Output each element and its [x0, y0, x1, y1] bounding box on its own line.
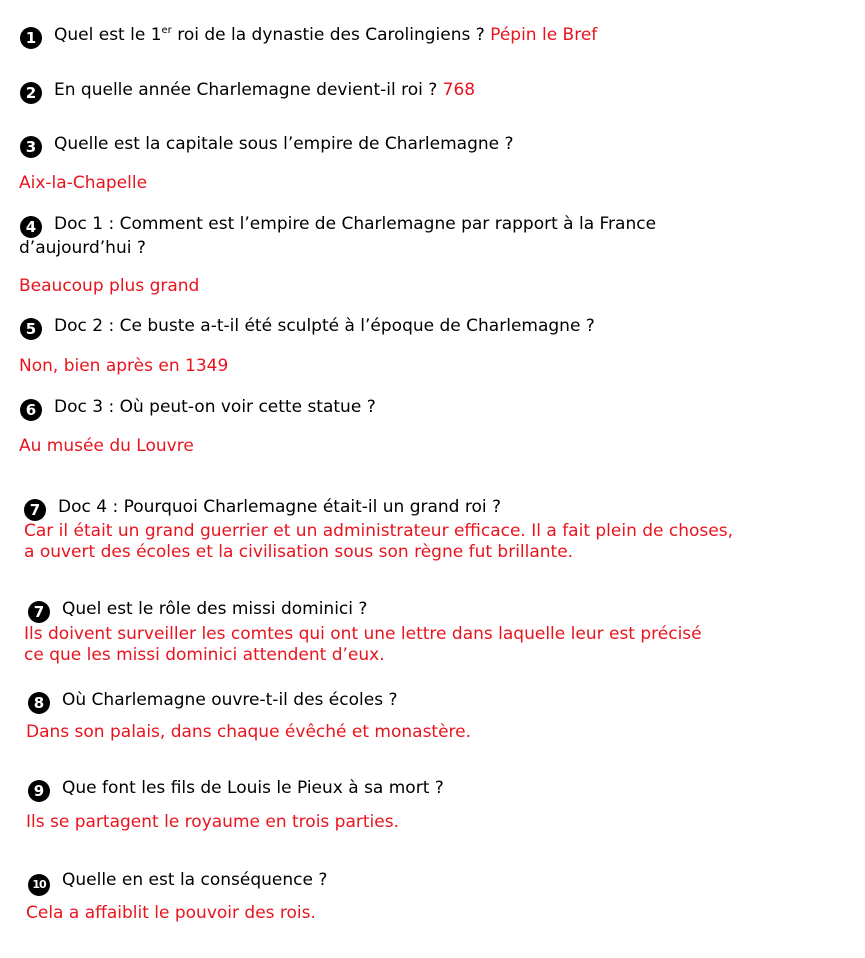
question-4 [20, 213, 656, 238]
number-badge-9: 9 [28, 780, 50, 802]
question-1-superscript: er [161, 25, 172, 36]
question-10-text: Quelle en est la conséquence ? [62, 870, 328, 890]
number-badge-10: 10 [28, 874, 50, 896]
question-2 [20, 79, 475, 104]
question-1 [20, 24, 597, 49]
question-9 [28, 777, 444, 802]
answer-7-line2: a ouvert des écoles et la civilisation sous son règne fut brillante. [24, 542, 574, 562]
number-badge-6: 6 [20, 399, 42, 421]
answer-8: Dans son palais, dans chaque évêché et monastère. [26, 722, 472, 742]
question-1-text-end: roi de la dynastie des Carolingiens ? [171, 25, 491, 45]
question-5 [20, 315, 595, 340]
number-badge-7: 7 [24, 499, 46, 521]
question-missi [28, 598, 367, 623]
number-badge-3: 3 [20, 136, 42, 158]
question-3-text: Quelle est la capitale sous l’empire de Charlemagne ? [54, 134, 514, 154]
question-10 [28, 869, 327, 896]
question-1-text-start: Quel est le 1 [54, 25, 162, 45]
number-badge-8: 8 [28, 692, 50, 714]
question-6-text: Doc 3 : Où peut-on voir cette statue ? [54, 397, 376, 417]
question-2-text: En quelle année Charlemagne devient-il roi ? [54, 80, 443, 100]
number-badge-7b: 7 [28, 601, 50, 623]
answer-missi-line2: ce que les missi dominici attendent d’eux. [24, 645, 385, 665]
answer-5: Non, bien après en 1349 [19, 356, 229, 376]
question-9-text: Que font les fils de Louis le Pieux à sa mort ? [62, 778, 444, 798]
question-3 [20, 133, 514, 158]
question-7 [24, 496, 501, 521]
number-badge-5: 5 [20, 318, 42, 340]
answer-7-line1: Car il était un grand guerrier et un administrateur efficace. Il a fait plein de choses, [24, 521, 734, 541]
answer-2: 768 [442, 80, 476, 100]
question-8 [28, 689, 397, 714]
question-5-text: Doc 2 : Ce buste a-t-il été sculpté à l’époque de Charlemagne ? [54, 316, 595, 336]
question-6 [20, 396, 376, 421]
question-4-text-line2: d’aujourd’hui ? [19, 238, 146, 258]
answer-6: Au musée du Louvre [19, 436, 194, 456]
number-badge-2: 2 [20, 82, 42, 104]
answer-9: Ils se partagent le royaume en trois parties. [26, 812, 399, 832]
answer-missi-line1: Ils doivent surveiller les comtes qui ont une lettre dans laquelle leur est précisé [24, 624, 702, 644]
number-badge-1: 1 [20, 27, 42, 49]
question-8-text: Où Charlemagne ouvre-t-il des écoles ? [62, 690, 398, 710]
number-badge-4: 4 [20, 216, 42, 238]
answer-10: Cela a affaiblit le pouvoir des rois. [26, 903, 316, 923]
question-4-text-line1: Doc 1 : Comment est l’empire de Charlemagne par rapport à la France [54, 214, 657, 234]
question-missi-text: Quel est le rôle des missi dominici ? [62, 599, 368, 619]
answer-3: Aix-la-Chapelle [19, 173, 148, 193]
question-7-text: Doc 4 : Pourquoi Charlemagne était-il un grand roi ? [58, 497, 502, 517]
answer-1: Pépin le Bref [490, 25, 598, 45]
answer-4: Beaucoup plus grand [19, 276, 200, 296]
